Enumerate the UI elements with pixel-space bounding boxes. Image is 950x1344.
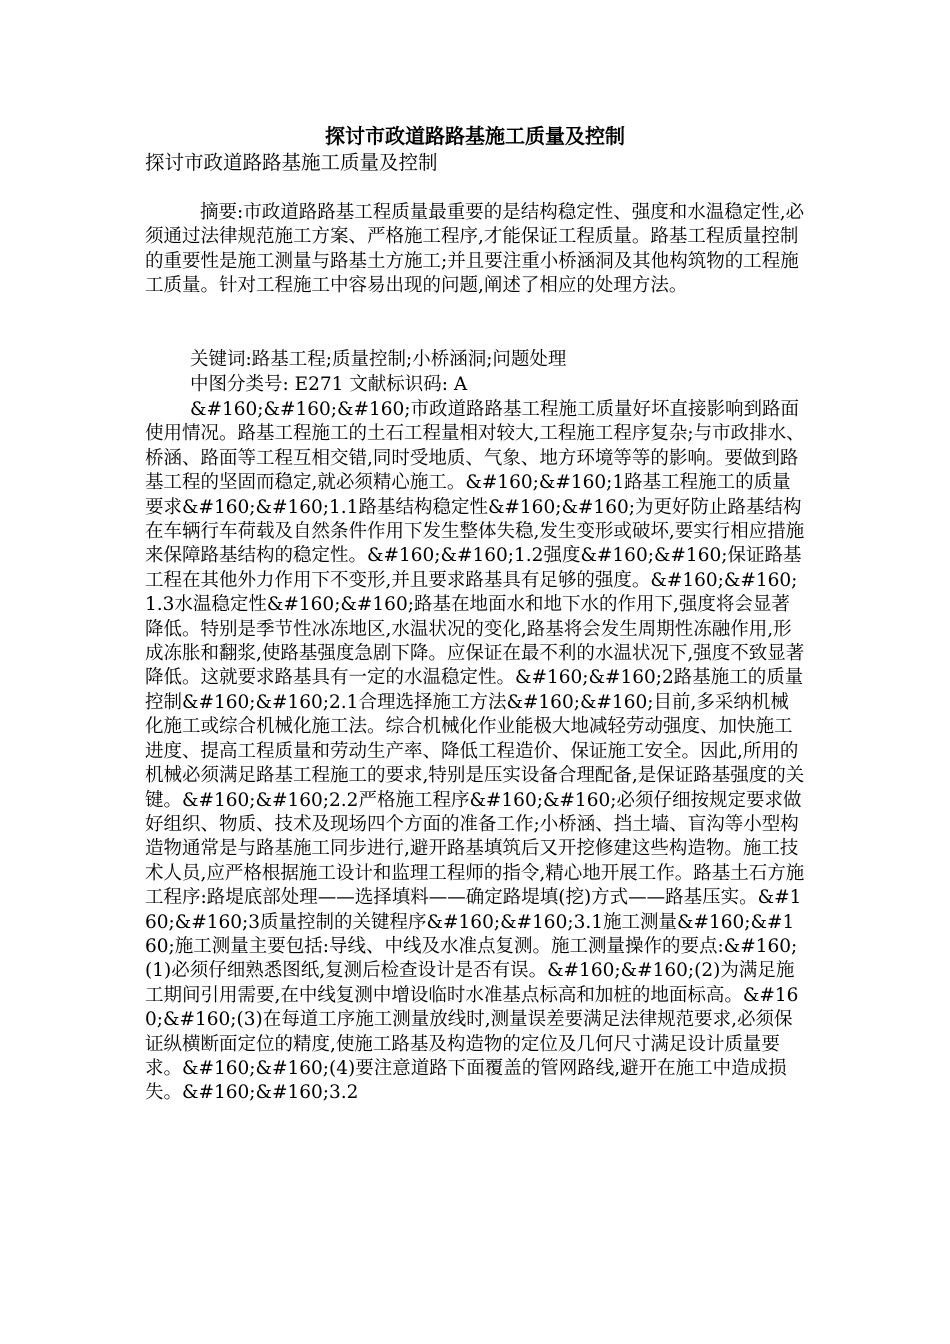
keywords-line: 关键词:路基工程;质量控制;小桥涵洞;问题处理 bbox=[190, 349, 567, 370]
body-paragraph: &#160;&#160;&#160;市政道路路基工程施工质量好坏直接影响到路面使用情况。路基工程施工的土石工程量相对较大,工程施工程序复杂;与市政排水、桥涵、路面等工程互相交错,同时受地质、气象、地方环境等等的影响。要做到路基工程的坚固而稳定,就必须精心施工。&#160;&#160;1路基工程施工的质量要求&#160;&#160;1.1路基结构稳定性&#160;&#160;为更好防止路基结构在车辆行车荷载及自然条件作用下发生整体失稳,发生变形或破坏,要实行相应措施来保障路基结构的稳定性。&#160;&#160;1.2强度&#160;&#160;保证路基工程在其他外力作用下不变形,并且要求路基具有足够的强度。&#160;&#160;1.3水温稳定性&#160;&#160;路基在地面水和地下水的作用下,强度将会显著降低。特别是季节性冰冻地区,水温状况的变化,路基将会发生周期性冻融作用,形成冻胀和翻浆,使路基强度急剧下降。应保证在最不利的水温状况下,强度不致显著降低。这就要求路基具有一定的水温稳定性。&#160;&#160;2路基施工的质量控制&#160;&#160;2.1合理选择施工方法&#160;&#160;目前,多采纳机械化施工或综合机械化施工法。综合机械化作业能极大地减轻劳动强度、加快施工进度、提高工程质量和劳动生产率、降低工程造价、保证施工安全。因此,所用的机械必须满足路基工程施工的要求,特别是压实设备合理配备,是保证路基强度的关键。&#160;&#160;2.2严格施工程序&#160;&#160;必须仔细按规定要求做好组织、物质、技术及现场四个方面的准备工作;小桥涵、挡土墙、盲沟等小型构造物通常是与路基施工同步进行,避开路基填筑后又开挖修建这些构造物。施工技术人员,应严格根据施工设计和监理工程师的指令,精心地开展工作。路基土石方施工程序:路堤底部处理——选择填料——确定路堤填(挖)方式——路基压实。&#160;&#160;3质量控制的关键程序&#160;&#160;3.1施工测量&#160;&#160;施工测量主要包括:导线、中线及水准点复测。施工测量操作的要点:&#160;(1)必须仔细熟悉图纸,复测后检查设计是否有误。&#160;&#160;(2)为满足施工期间引用需要,在中线复测中增设临时水准基点标高和加桩的地面标高。&#160;&#160;(3)在每道工序施工测量放线时,测量误差要满足法律规范要求,必须保证纵横断面定位的精度,使施工路基及构造物的定位及几何尺寸满足设计质量要求。&#160;&#160;(4)要注意道路下面覆盖的管网路线,避开在施工中造成损失。&#160;&#160;3.2 bbox=[145, 399, 805, 1104]
classification-line: 中图分类号: E271 文献标识码: A bbox=[190, 374, 468, 395]
document-subtitle: 探讨市政道路路基施工质量及控制 bbox=[145, 151, 438, 174]
document-title: 探讨市政道路路基施工质量及控制 bbox=[325, 124, 625, 148]
abstract-paragraph: 摘要:市政道路路基工程质量最重要的是结构稳定性、强度和水温稳定性,必须通过法律规范施工方案、严格施工程序,才能保证工程质量。路基工程质量控制的重要性是施工测量与路基土方施工;并且要注重小桥涵洞及其他构筑物的工程施工质量。针对工程施工中容易出现的问题,阐述了相应的处理方法。 bbox=[145, 202, 805, 297]
